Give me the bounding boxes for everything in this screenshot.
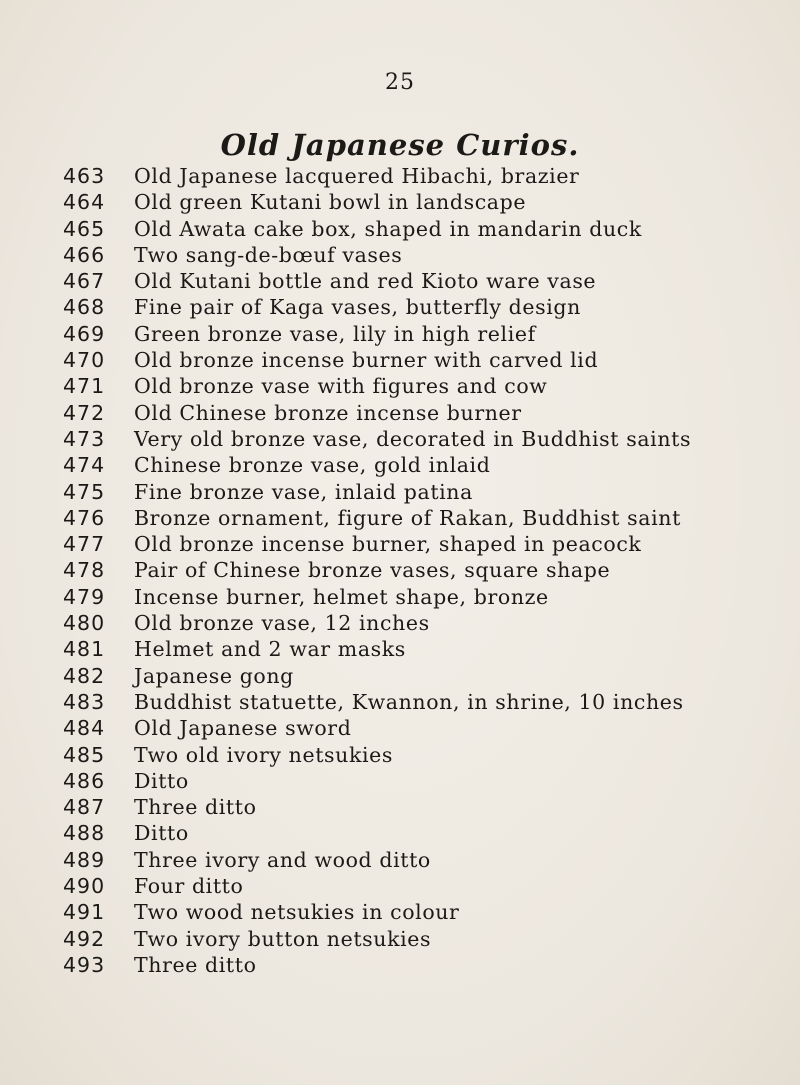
lot-number: 476	[63, 505, 106, 530]
lot-number: 473	[63, 426, 106, 451]
list-item	[0, 952, 800, 978]
lot-number: 490	[63, 874, 106, 899]
list-item	[0, 794, 800, 820]
lot-description: Old green Kutani bowl in landscape	[134, 190, 527, 215]
lot-number: 483	[63, 689, 106, 714]
lot-number: 472	[63, 400, 106, 425]
list-item	[0, 479, 800, 505]
lot-description: Helmet and 2 war masks	[134, 637, 406, 662]
lot-number: 489	[63, 847, 106, 872]
lot-number: 470	[63, 348, 106, 373]
lot-number: 485	[63, 742, 106, 767]
lot-number: 464	[63, 190, 106, 215]
list-item	[0, 768, 800, 794]
lot-number: 477	[63, 532, 106, 557]
lot-description: Two wood netsukies in colour	[134, 900, 460, 925]
list-item	[0, 584, 800, 610]
list-item	[0, 636, 800, 662]
list-item	[0, 373, 800, 399]
page-number: 25	[385, 70, 415, 95]
lot-number: 474	[63, 453, 106, 478]
lot-number: 466	[63, 242, 106, 267]
list-item	[0, 531, 800, 557]
list-item	[0, 715, 800, 741]
section-heading: Old Japanese Curios.	[220, 128, 580, 162]
list-item	[0, 610, 800, 636]
lot-number: 480	[63, 611, 106, 636]
list-item	[0, 400, 800, 426]
lot-description: Incense burner, helmet shape, bronze	[134, 584, 549, 609]
lot-list	[0, 163, 800, 978]
lot-number: 478	[63, 558, 106, 583]
list-item	[0, 347, 800, 373]
list-item	[0, 926, 800, 952]
list-item	[0, 268, 800, 294]
lot-description: Old Awata cake box, shaped in mandarin duck	[134, 216, 642, 241]
lot-description: Old bronze vase with figures and cow	[134, 374, 548, 399]
lot-description: Bronze ornament, figure of Rakan, Buddhist saint	[134, 505, 681, 530]
lot-number: 486	[63, 768, 106, 793]
list-item	[0, 899, 800, 925]
lot-description: Old bronze vase, 12 inches	[134, 611, 430, 636]
lot-number: 475	[63, 479, 106, 504]
lot-description: Three ditto	[134, 952, 257, 977]
lot-description: Old Kutani bottle and red Kioto ware vase	[134, 269, 597, 294]
lot-number: 481	[63, 637, 106, 662]
lot-description: Pair of Chinese bronze vases, square shape	[134, 558, 611, 583]
lot-number: 468	[63, 295, 106, 320]
list-item	[0, 689, 800, 715]
list-item	[0, 820, 800, 846]
lot-description: Very old bronze vase, decorated in Buddhist saints	[134, 426, 692, 451]
list-item	[0, 426, 800, 452]
lot-description: Four ditto	[134, 874, 244, 899]
lot-description: Three ivory and wood ditto	[134, 847, 431, 872]
lot-number: 471	[63, 374, 106, 399]
list-item	[0, 557, 800, 583]
lot-description: Old Japanese sword	[134, 716, 352, 741]
list-item	[0, 742, 800, 768]
list-item	[0, 321, 800, 347]
lot-description: Chinese bronze vase, gold inlaid	[134, 453, 491, 478]
lot-description: Buddhist statuette, Kwannon, in shrine, 10 inches	[134, 689, 684, 714]
lot-description: Three ditto	[134, 795, 257, 820]
lot-number: 487	[63, 795, 106, 820]
lot-description: Old Chinese bronze incense burner	[134, 400, 522, 425]
lot-number: 463	[63, 164, 106, 188]
lot-number: 482	[63, 663, 106, 688]
lot-description: Two ivory button netsukies	[134, 926, 432, 951]
lot-description: Fine pair of Kaga vases, butterfly design	[134, 295, 581, 320]
list-item	[0, 294, 800, 320]
lot-number: 467	[63, 269, 106, 294]
lot-number: 465	[63, 216, 106, 241]
lot-description: Ditto	[134, 821, 189, 846]
lot-description: Two old ivory netsukies	[134, 742, 393, 767]
lot-description: Green bronze vase, lily in high relief	[134, 321, 536, 346]
lot-number: 488	[63, 821, 106, 846]
list-item	[0, 663, 800, 689]
lot-description: Japanese gong	[134, 663, 294, 688]
lot-number: 469	[63, 321, 106, 346]
lot-number: 492	[63, 926, 106, 951]
list-item	[0, 873, 800, 899]
list-item	[0, 242, 800, 268]
lot-description: Old Japanese lacquered Hibachi, brazier	[134, 164, 580, 188]
list-item	[0, 847, 800, 873]
lot-description: Ditto	[134, 768, 189, 793]
lot-description: Old bronze incense burner, shaped in peacock	[134, 532, 642, 557]
lot-number: 491	[63, 900, 106, 925]
lot-number: 484	[63, 716, 106, 741]
list-item	[0, 452, 800, 478]
list-item	[0, 216, 800, 242]
lot-number: 493	[63, 952, 106, 977]
list-item	[0, 189, 800, 215]
lot-description: Old bronze incense burner with carved lid	[134, 348, 599, 373]
list-item	[0, 505, 800, 531]
lot-number: 479	[63, 584, 106, 609]
list-item	[0, 163, 800, 189]
lot-description: Two sang-de-bœuf vases	[134, 242, 403, 267]
lot-description: Fine bronze vase, inlaid patina	[134, 479, 473, 504]
